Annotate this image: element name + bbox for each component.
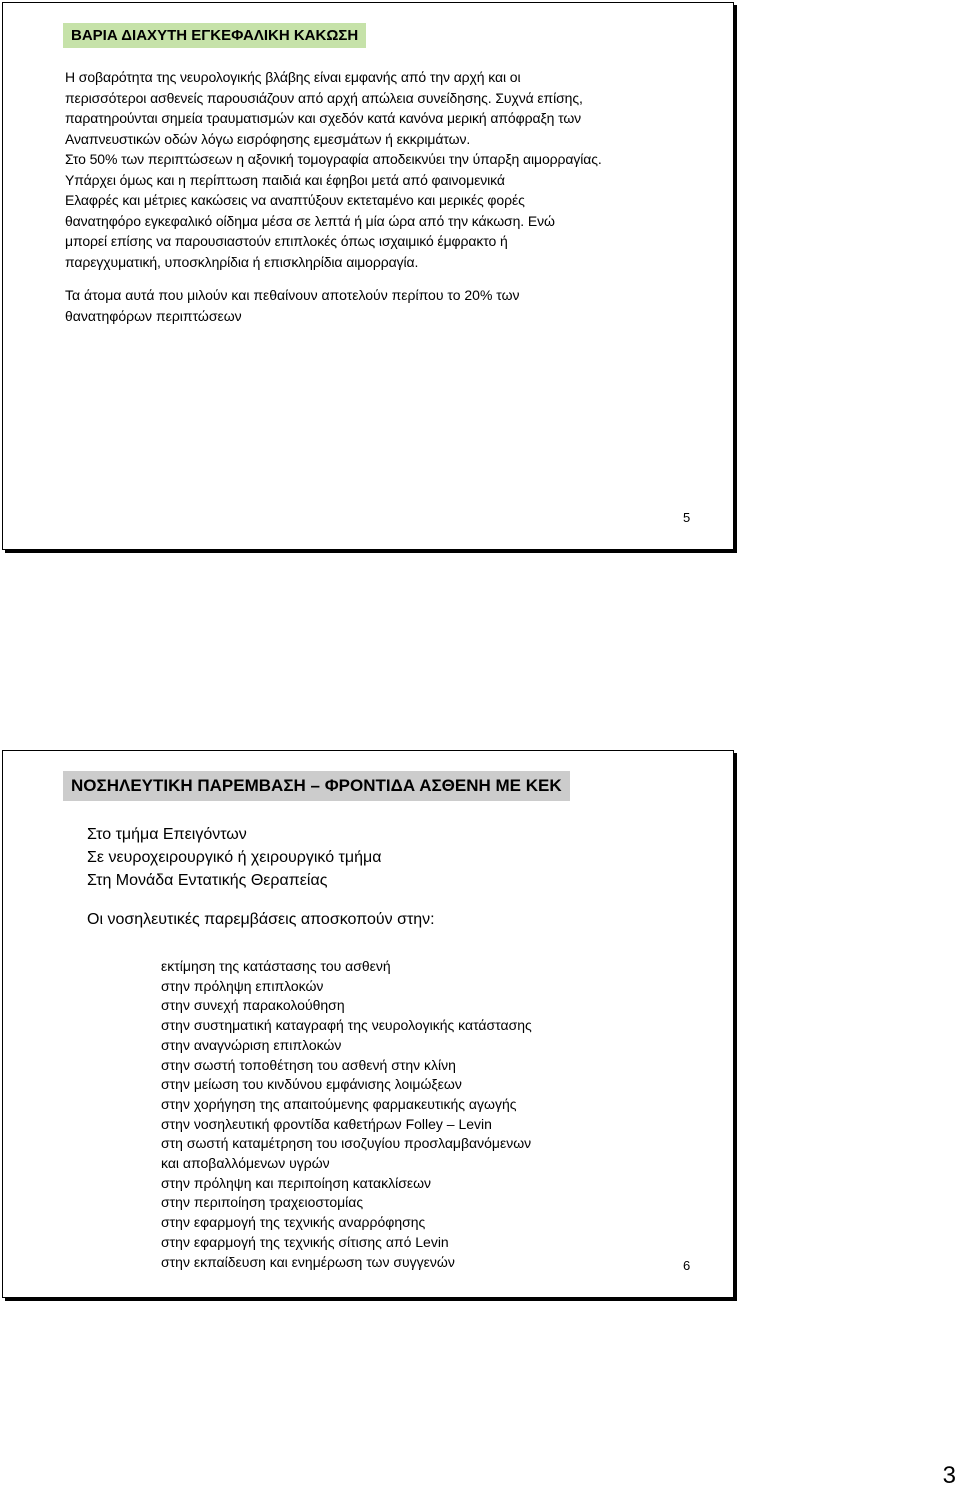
slide-title: ΝΟΣΗΛΕΥΤΙΚΗ ΠΑΡΕΜΒΑΣΗ – ΦΡΟΝΤΙΔΑ ΑΣΘΕΝΗ ΜΕ ΚΕΚ [63, 771, 570, 801]
paragraph-line: Η σοβαρότητα της νευρολογικής βλάβης είναι εμφανής από την αρχή και οι [65, 69, 521, 85]
list-item: στην πρόληψη και περιποίηση κατακλίσεων [161, 1174, 432, 1191]
slide-number: 5 [683, 510, 691, 525]
location-item: Σε νευροχειρουργικό ή χειρουργικό τμήμα [87, 849, 382, 866]
paragraph-line: μπορεί επίσης να παρουσιαστούν επιπλοκές όπως ισχαιμικό έμφρακτο ή [65, 233, 508, 249]
list-item: στη σωστή καταμέτρηση του ισοζυγίου προσλαμβανόμενων [161, 1135, 532, 1152]
paragraph-line: Τα άτομα αυτά που μιλούν και πεθαίνουν αποτελούν περίπου το 20% των [65, 287, 520, 303]
list-item: στην χορήγηση της απαιτούμενης φαρμακευτικής αγωγής [161, 1095, 517, 1112]
paragraph-line: Στο 50% των περιπτώσεων η αξονική τομογραφία αποδεικνύει την ύπαρξη αιμορραγίας. [65, 151, 602, 167]
list-item: στην εκπαίδευση και ενημέρωση των συγγενών [161, 1253, 455, 1270]
care-locations [87, 823, 381, 892]
list-item: στην εφαρμογή της τεχνικής σίτισης από Levin [161, 1233, 449, 1250]
list-item: στην συστηματική καταγραφή της νευρολογικής κατάστασης [161, 1017, 532, 1034]
list-item: στην πρόληψη επιπλοκών [161, 977, 324, 994]
summary-paragraph [65, 285, 725, 326]
paragraph-line: περισσότεροι ασθενείς παρουσιάζουν από αρχή απώλεια συνείδησης. Συχνά επίσης, [65, 89, 583, 106]
list-item: εκτίμηση της κατάστασης του ασθενή [161, 958, 391, 974]
location-item: Στη Μονάδα Εντατικής Θεραπείας [87, 872, 328, 889]
slide-title: ΒΑΡΙΑ ΔΙΑΧΥΤΗ ΕΓΚΕΦΑΛΙΚΗ ΚΑΚΩΣΗ [63, 23, 366, 48]
list-item: στην εφαρμογή της τεχνικής αναρρόφησης [161, 1214, 426, 1231]
interventions-list [161, 957, 532, 1272]
page-number: 3 [942, 1462, 956, 1489]
paragraph-line: Ελαφρές και μέτριες κακώσεις να αναπτύξουν εκτεταμένο και μερικές φορές [65, 192, 525, 208]
paragraph-line: παρατηρούνται σημεία τραυματισμών και σχεδόν κατά κανόνα μερική απόφραξη των [65, 110, 582, 126]
slide-6 [2, 750, 734, 1298]
list-item: στην νοσηλευτική φροντίδα καθετήρων Folley – Levin [161, 1115, 492, 1132]
slide-number: 6 [683, 1258, 691, 1273]
paragraph-line: παρεγχυματική, υποσκληρίδια ή επισκληρίδια αιμορραγία. [65, 253, 419, 270]
slide-5 [2, 2, 734, 550]
paragraph-line: θανατηφόρο εγκεφαλικό οίδημα μέσα σε λεπτά ή μία ώρα από την κάκωση. Ενώ [65, 212, 555, 229]
body-paragraph [65, 67, 725, 272]
goals-intro: Οι νοσηλευτικές παρεμβάσεις αποσκοπούν στην: [87, 911, 435, 928]
paragraph-line: Αναπνευστικών οδών λόγω εισρόφησης εμεσμάτων ή εκκριμάτων. [65, 130, 471, 147]
location-item: Στο τμήμα Επειγόντων [87, 826, 247, 843]
list-item: στην συνεχή παρακολούθηση [161, 997, 345, 1014]
list-item: στην αναγνώριση επιπλοκών [161, 1036, 342, 1053]
list-item: και αποβαλλόμενων υγρών [161, 1155, 330, 1172]
list-item: στην σωστή τοποθέτηση του ασθενή στην κλίνη [161, 1056, 456, 1073]
paragraph-line: θανατηφόρων περιπτώσεων [65, 307, 242, 324]
paragraph-line: Υπάρχει όμως και η περίπτωση παιδιά και έφηβοι μετά από φαινομενικά [65, 171, 505, 188]
list-item: στην μείωση του κινδύνου εμφάνισης λοιμώξεων [161, 1076, 462, 1093]
list-item: στην περιποίηση τραχειοστομίας [161, 1194, 364, 1211]
